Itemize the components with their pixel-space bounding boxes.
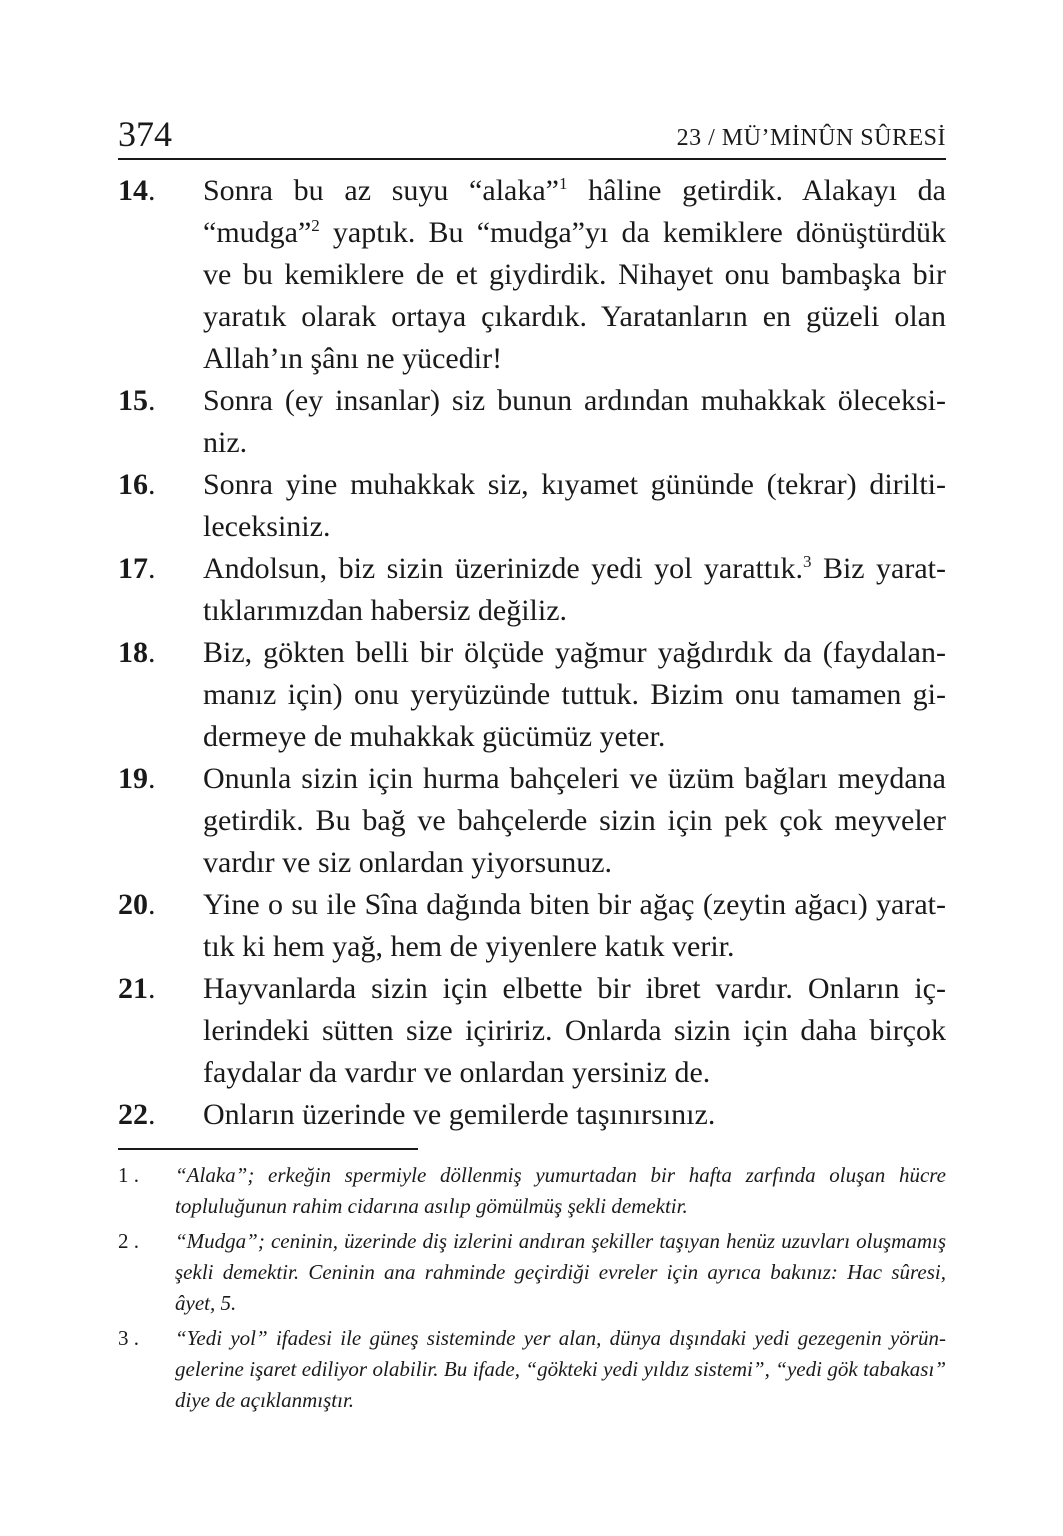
verse-list — [118, 170, 946, 1136]
verse-15 — [118, 380, 946, 464]
verse-text: Hayvanlarda sizin için elbette bir ibret vardır. Onların içlerindeki sütten size içiririz. Onlarda sizin için daha birçok faydalar da vardır ve onlardan yersiniz de. — [203, 972, 946, 1089]
verse-number: 15. — [118, 384, 156, 417]
verse-text: Onunla sizin için hurma bahçeleri ve üzüm bağları meydana getirdik. Bu bağ ve bahçelerde sizin için pek çok meyveler vardır ve siz onlardan yiyorsunuz. — [203, 762, 946, 879]
verse-22 — [118, 1094, 946, 1136]
verse-number: 20. — [118, 888, 156, 921]
verse-text: Andolsun, biz sizin üzerinizde yedi yol yarattık.$^3$ Biz yarattıklarımızdan habersiz değiliz. — [203, 552, 946, 627]
verse-number: 18. — [118, 636, 156, 669]
verse-19 — [118, 758, 946, 884]
verse-number: 17. — [118, 552, 156, 585]
footnote-text: “Yedi yol” ifadesi ile güneş sisteminde yer alan, dünya dışındaki yedi gezegenin yörüngelerine işaret ediliyor olabilir. Bu ifade, “gökteki yedi yıldız sistemi”, “yedi gök tabakası” diye de açıklanmıştır. — [175, 1326, 946, 1412]
footnote-ref-3[interactable]: 3 — [803, 552, 812, 571]
verse-text: Sonra (ey insanlar) siz bunun ardından muhakkak öleceksiniz. — [203, 384, 946, 459]
verse-text: Yine o su ile Sîna dağında biten bir ağaç (zeytin ağacı) yarattık ki hem yağ, hem de yiyenlere katık verir. — [203, 888, 946, 963]
verse-18 — [118, 632, 946, 758]
footnote-text: “Mudga”; ceninin, üzerinde diş izlerini andıran şekiller taşıyan henüz uzuvları oluşmamış şekli demektir. Ceninin ana rahminde geçirdiği evreler için ayrıca bakınız: Hac sûresi, âyet, 5. — [175, 1229, 946, 1315]
verse-text: Sonra yine muhakkak siz, kıyamet gününde (tekrar) diriltileceksiniz. — [203, 468, 946, 543]
footnote-ref-2[interactable]: 2 — [311, 216, 320, 235]
verse-text: Biz, gökten belli bir ölçüde yağmur yağdırdık da (faydalanmanız için) onu yeryüzünde tuttuk. Bizim onu tamamen gidermeye de muhakkak gücümüz yeter. — [203, 636, 946, 753]
page-header — [118, 112, 946, 160]
verse-text: Onların üzerinde ve gemilerde taşınırsınız. — [203, 1098, 716, 1131]
footnote-divider — [118, 1148, 418, 1150]
running-title: 23 / MÜ’MİNÛN SÛRESİ — [676, 125, 946, 151]
footnote-ref-1[interactable]: 1 — [558, 174, 568, 193]
footnote-number: 1 . — [118, 1163, 139, 1187]
verse-number: 16. — [118, 468, 156, 501]
verse-14 — [118, 170, 946, 380]
verse-16 — [118, 464, 946, 548]
footnotes — [118, 1160, 946, 1420]
verse-number: 14. — [118, 174, 156, 207]
verse-number: 21. — [118, 972, 156, 1005]
verse-number: 22. — [118, 1098, 156, 1131]
page-number: 374 — [118, 114, 172, 154]
verse-number: 19. — [118, 762, 156, 795]
footnote-number: 2 . — [118, 1229, 139, 1253]
footnote-3 — [118, 1323, 946, 1416]
footnote-number: 3 . — [118, 1326, 139, 1350]
footnote-text: “Alaka”; erkeğin spermiyle döllenmiş yumurtadan bir hafta zarfında oluşan hücre topluluğunun rahim cidarına asılıp gömülmüş şekli demektir. — [175, 1163, 946, 1218]
footnote-2 — [118, 1226, 946, 1319]
footnote-1 — [118, 1160, 946, 1222]
verse-20 — [118, 884, 946, 968]
verse-17 — [118, 548, 946, 632]
verse-text: Sonra bu az suyu “alaka”$^1$ hâline getirdik. Alakayı da “mudga”$^2$ yaptık. Bu “mudga”yı da kemiklere dönüştürdük ve bu kemiklere de et giydirdik. Nihayet onu bambaşka bir yaratık olarak ortaya çıkardık. Yaratanların en güzeli olan Allah’ın şânı ne yücedir! — [203, 174, 946, 375]
verse-21 — [118, 968, 946, 1094]
